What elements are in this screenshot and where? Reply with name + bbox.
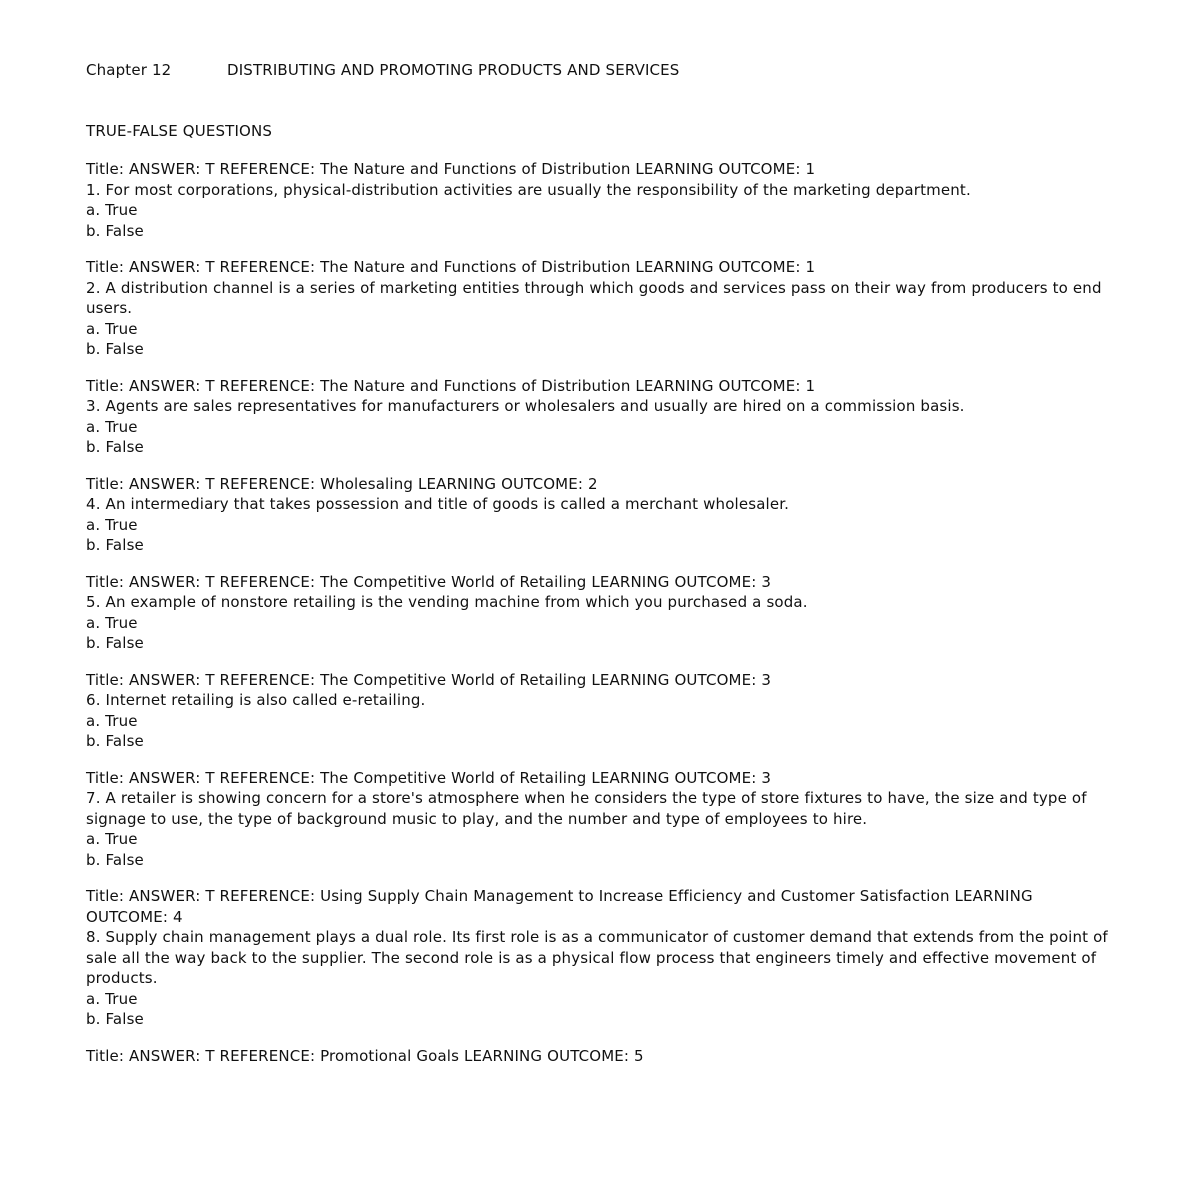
option-false: b. False: [86, 1010, 144, 1028]
question-title: Title: ANSWER: T REFERENCE: The Nature and Functions of Distribution LEARNING OUTCOME: 1: [86, 160, 816, 178]
question-title: Title: ANSWER: T REFERENCE: Promotional Goals LEARNING OUTCOME: 5: [86, 1046, 644, 1065]
option-false: b. False: [86, 732, 144, 750]
question-text: 2. A distribution channel is a series of marketing entities through which goods and services pass on their way from producers to end users.: [86, 278, 1102, 317]
question-text: 5. An example of nonstore retailing is the vending machine from which you purchased a soda.: [86, 593, 808, 611]
option-true: a. True: [86, 830, 138, 848]
question-item: [86, 768, 1116, 871]
option-true: a. True: [86, 319, 138, 338]
question-title: Title: ANSWER: T REFERENCE: The Competitive World of Retailing LEARNING OUTCOME: 3: [86, 670, 772, 689]
option-true: a. True: [86, 711, 138, 730]
option-false: b. False: [86, 536, 144, 554]
question-title: Title: ANSWER: T REFERENCE: Using Supply Chain Management to Increase Efficiency and Customer Satisfaction LEARNING OUTCOME: 4: [86, 887, 1033, 926]
question-item: [86, 159, 1116, 241]
section-heading: TRUE-FALSE QUESTIONS: [86, 122, 273, 140]
option-false: b. False: [86, 221, 144, 240]
question-title: Title: ANSWER: T REFERENCE: Wholesaling LEARNING OUTCOME: 2: [86, 474, 598, 493]
question-text: 6. Internet retailing is also called e-retailing.: [86, 691, 426, 709]
question-item: [86, 670, 1116, 752]
option-true: a. True: [86, 989, 138, 1008]
option-true: a. True: [86, 201, 138, 219]
question-title: Title: ANSWER: T REFERENCE: The Competitive World of Retailing LEARNING OUTCOME: 3: [86, 572, 772, 591]
option-false: b. False: [86, 850, 144, 869]
question-text: 1. For most corporations, physical-distribution activities are usually the responsibility of the marketing department.: [86, 180, 971, 199]
question-text: 3. Agents are sales representatives for manufacturers or wholesalers and usually are hired on a commission basis.: [86, 397, 965, 415]
option-true: a. True: [86, 515, 138, 534]
question-item: [86, 257, 1116, 360]
question-text: 7. A retailer is showing concern for a store's atmosphere when he considers the type of store fixtures to have, the size and type of signage to use, the type of background music to play, and the number and type of employees to hire.: [86, 789, 1087, 828]
question-item: [86, 376, 1116, 458]
chapter-title: DISTRIBUTING AND PROMOTING PRODUCTS AND SERVICES: [227, 61, 680, 79]
question-title: Title: ANSWER: T REFERENCE: The Nature and Functions of Distribution LEARNING OUTCOME: 1: [86, 258, 816, 276]
chapter-label: Chapter 12: [86, 61, 172, 79]
option-false: b. False: [86, 634, 144, 652]
question-text: 4. An intermediary that takes possession and title of goods is called a merchant wholesaler.: [86, 495, 790, 513]
question-item: [86, 474, 1116, 556]
chapter-header: [86, 58, 1116, 82]
question-title: Title: ANSWER: T REFERENCE: The Competitive World of Retailing LEARNING OUTCOME: 3: [86, 768, 772, 787]
question-item-partial: [86, 1046, 1116, 1067]
document-page: [86, 58, 1116, 1066]
question-text: 8. Supply chain management plays a dual role. Its first role is as a communicator of customer demand that extends from the point of sale all the way back to the supplier. The second role is as a physical flow process that engineers timely and effective movement of products.: [86, 928, 1108, 987]
question-title: Title: ANSWER: T REFERENCE: The Nature and Functions of Distribution LEARNING OUTCOME: 1: [86, 376, 816, 395]
option-true: a. True: [86, 417, 138, 436]
question-item: [86, 572, 1116, 654]
option-true: a. True: [86, 613, 138, 632]
option-false: b. False: [86, 438, 144, 456]
option-false: b. False: [86, 340, 144, 358]
question-item: [86, 886, 1116, 1030]
